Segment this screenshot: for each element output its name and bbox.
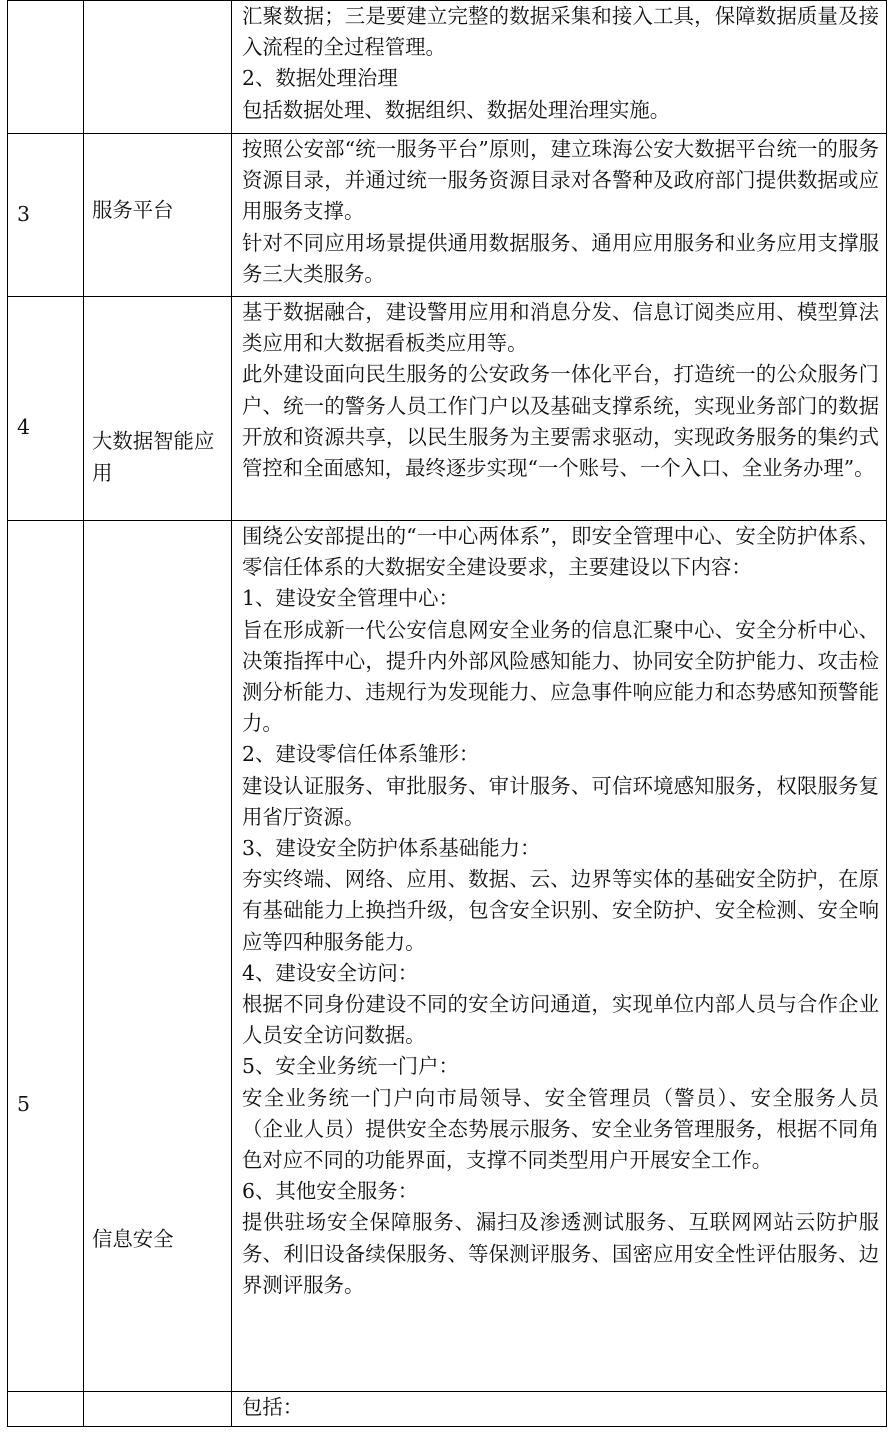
row-name-cell [84,1,232,134]
paragraph: 6、其他安全服务： [242,1179,419,1204]
row-number-cell [8,297,84,521]
content-table [7,0,887,1427]
table-row [8,297,887,521]
row-content-cell [232,521,887,1392]
row-content-cell [232,1,887,134]
row-number-cell [8,1392,84,1427]
paragraph: 旨在形成新一代公安信息网安全业务的信息汇聚中心、安全分析中心、决策指挥中心，提升内外部风险感知能力、协同安全防护能力、攻击检测分析能力、违规行为发现能力、应急事件响应能力和态势感知预警能力。 [242,617,879,736]
paragraph: 2、建设零信任体系雏形： [242,742,480,767]
paragraph: 4、建设安全访问： [242,960,419,985]
paragraph: 根据不同身份建设不同的安全访问通道，实现单位内部人员与合作企业人员安全访问数据。 [242,992,879,1048]
paragraph: 针对不同应用场景提供通用数据服务、通用应用服务和业务应用支撑服务三大类服务。 [242,230,879,286]
paragraph: 提供驻场安全保障服务、漏扫及渗透测试服务、互联网网站云防护服务、利旧设备续保服务、等保测评服务、国密应用安全性评估服务、边界测评服务。 [242,1210,879,1297]
paragraph: 汇聚数据；三是要建立完整的数据采集和接入工具，保障数据质量及接入流程的全过程管理。 [242,4,879,60]
row-name-cell [84,297,232,521]
row-number-cell [8,521,84,1392]
paragraph: 5、安全业务统一门户： [242,1054,459,1079]
row-number-label: 5 [17,1092,30,1117]
paragraph: 夯实终端、网络、应用、数据、云、边界等实体的基础安全防护，在原有基础能力上换挡升级，包含安全识别、安全防护、安全检测、安全响应等四种服务能力。 [242,867,879,954]
row-name-cell [84,134,232,297]
row-number-cell [8,1,84,134]
paragraph: 建设认证服务、审批服务、审计服务、可信环境感知服务，权限服务复用省厅资源。 [242,773,879,829]
row-number-cell: 3 [8,134,84,297]
table-row [8,134,887,297]
paragraph: 1、建设安全管理中心： [242,586,459,611]
row-content-cell [232,1392,887,1427]
paragraph: 2、数据处理治理 [242,66,398,91]
paragraph: 基于数据融合，建设警用应用和消息分发、信息订阅类应用、模型算法类应用和大数据看板类应用等。 [242,300,879,356]
row-name-cell [84,1392,232,1427]
paragraph: 包括： [242,1395,304,1419]
row-number-label: 4 [17,414,30,439]
paragraph: 按照公安部“统一服务平台”原则，建立珠海公安大数据平台统一的服务资源目录，并通过统一服务资源目录对各警种及政府部门提供数据或应用服务支撑。 [242,137,879,224]
row-content-cell [232,134,887,297]
row-name-label: 服务平台 [92,198,174,223]
row-name-label: 大数据智能应用 [92,429,215,485]
paragraph: 此外建设面向民生服务的公安政务一体化平台，打造统一的公众服务门户、统一的警务人员工作门户以及基础支撑系统，实现业务部门的数据开放和资源共享，以民生服务为主要需求驱动，实现政务服务的集约式管控和全面感知，最终逐步实现“一个账号、一个入口、全业务办理”。 [242,362,879,481]
paragraph: 安全业务统一门户向市局领导、安全管理员（警员）、安全服务人员（企业人员）提供安全态势展示服务、安全业务管理服务，根据不同角色对应不同的功能界面，支撑不同类型用户开展安全工作。 [242,1085,879,1173]
row-content-cell [232,297,887,521]
paragraph: 包括数据处理、数据组织、数据处理治理实施。 [242,97,671,122]
table-row [8,1,887,134]
table-row [8,521,887,1392]
row-name-label: 信息安全 [92,1227,174,1252]
table-row [8,1392,887,1427]
row-name-cell [84,521,232,1392]
paragraph: 3、建设安全防护体系基础能力： [242,836,541,861]
paragraph: 围绕公安部提出的“一中心两体系”，即安全管理中心、安全防护体系、零信任体系的大数据安全建设要求，主要建设以下内容： [242,524,879,580]
